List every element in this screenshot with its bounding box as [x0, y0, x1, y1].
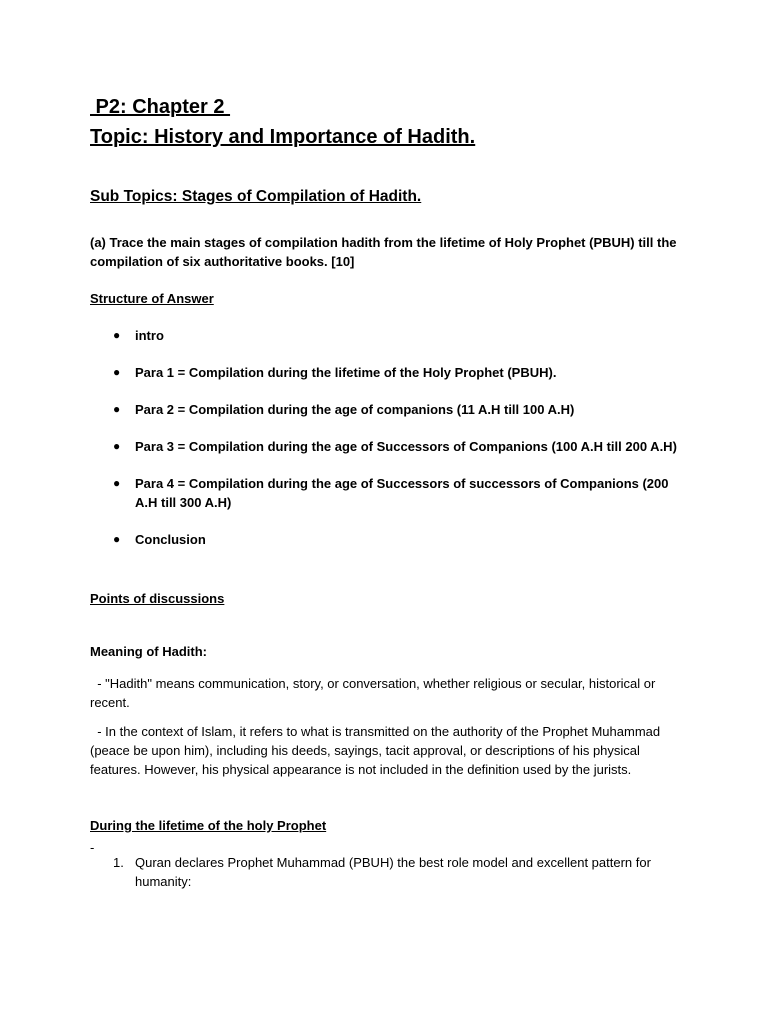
lifetime-heading: During the lifetime of the holy Prophet — [90, 818, 327, 833]
points-heading: Points of discussions — [90, 591, 225, 606]
list-item-text: Conclusion — [135, 532, 206, 547]
question-text: (a) Trace the main stages of compilation hadith from the lifetime of Holy Prophet (PBUH) till the compilation of six authoritative books. [10] — [90, 235, 677, 269]
list-item — [113, 530, 682, 549]
list-item — [113, 437, 682, 456]
list-item-text: intro — [135, 328, 164, 343]
bullet-icon: ● — [113, 476, 121, 490]
list-item-text: Para 3 = Compilation during the age of Successors of Companions (100 A.H till 200 A.H) — [135, 439, 677, 454]
meaning-paragraph: - In the context of Islam, it refers to what is transmitted on the authority of the Prophet Muhammad (peace be upon him), including his deeds, sayings, tacit approval, or descriptions of his physical features. However, his physical appearance is not included in the definition used by the jurists. — [90, 724, 664, 777]
list-item-text: Quran declares Prophet Muhammad (PBUH) the best role model and excellent pattern for humanity: — [135, 855, 651, 889]
structure-list — [113, 326, 682, 567]
bullet-icon: ● — [113, 439, 121, 453]
dash-marker: - — [90, 840, 95, 855]
list-item — [113, 400, 682, 419]
list-item — [113, 326, 682, 345]
bullet-icon: ● — [113, 402, 121, 416]
subtopics-heading: Sub Topics: Stages of Compilation of Hadith. — [90, 188, 422, 205]
bullet-icon: ● — [113, 328, 121, 342]
numbered-list-item — [113, 853, 682, 891]
document-page — [90, 0, 682, 1024]
chapter-title: P2: Chapter 2 — [90, 96, 231, 118]
list-item-text: Para 4 = Compilation during the age of Successors of successors of Companions (200 A.H till 300 A.H) — [135, 476, 669, 510]
list-number: 1. — [113, 855, 124, 870]
list-item-text: Para 2 = Compilation during the age of companions (11 A.H till 100 A.H) — [135, 402, 575, 417]
meaning-paragraph: - "Hadith" means communication, story, or conversation, whether religious or secular, historical or recent. — [90, 676, 659, 710]
bullet-icon: ● — [113, 365, 121, 379]
topic-title: Topic: History and Importance of Hadith. — [90, 126, 476, 148]
list-item — [113, 474, 682, 512]
meaning-heading: Meaning of Hadith: — [90, 644, 207, 659]
list-item — [113, 363, 682, 382]
list-item-text: Para 1 = Compilation during the lifetime of the Holy Prophet (PBUH). — [135, 365, 557, 380]
bullet-icon: ● — [113, 532, 121, 546]
structure-heading: Structure of Answer — [90, 291, 214, 306]
